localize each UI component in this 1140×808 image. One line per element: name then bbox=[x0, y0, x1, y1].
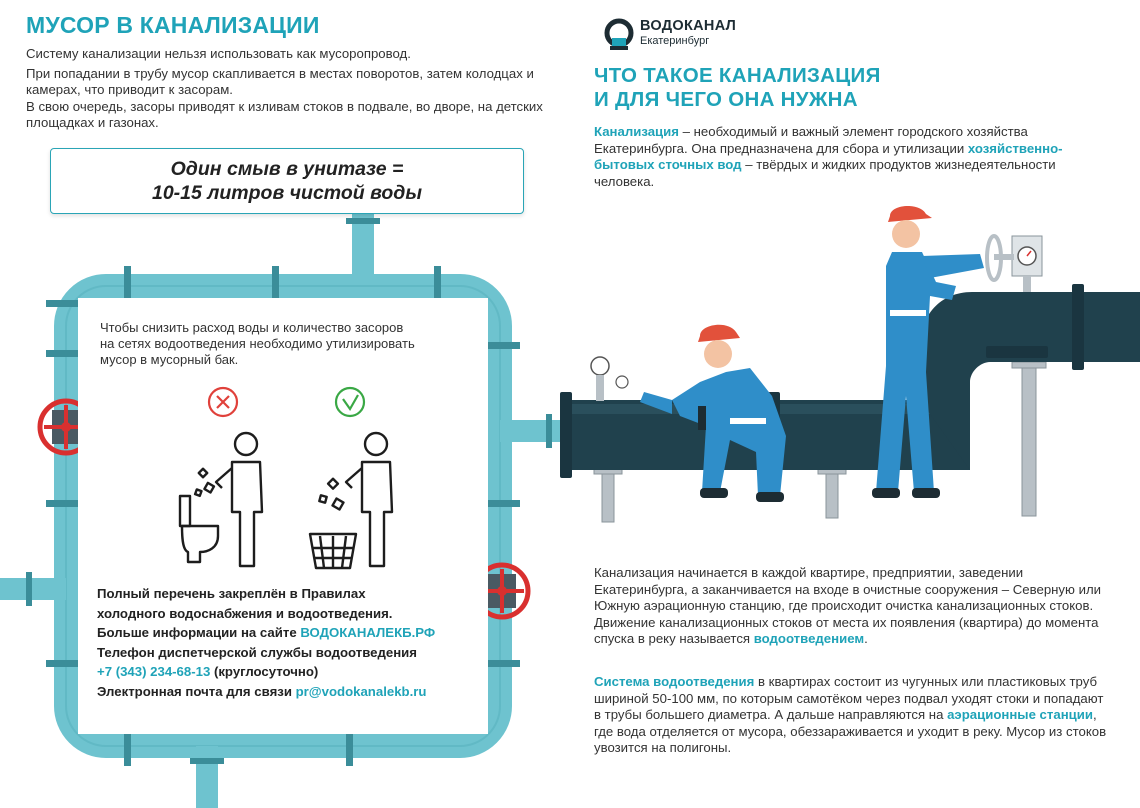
left-title: МУСОР В КАНАЛИЗАЦИИ bbox=[26, 12, 320, 38]
intro-text-a: – необходимый и важный элемент городского хозяйства Екатеринбурга. Она предназначена для сбора и утилизации bbox=[594, 124, 1028, 156]
term-aeration: аэрационные станции bbox=[947, 707, 1093, 722]
phone-line bbox=[97, 662, 497, 682]
wrong-mark-icon bbox=[209, 388, 237, 416]
left-intro bbox=[26, 46, 556, 135]
person-toilet-icon bbox=[180, 433, 262, 566]
intro-text-b: – твёрдых и жидких продуктов жизнедеятельности человека. bbox=[594, 157, 1056, 189]
right-body-2 bbox=[594, 674, 1114, 757]
body2-text-b: , где вода отделяется от мусора, обеззараживается и уходит в реку. Мусор из стоков увозится на полигоны. bbox=[594, 707, 1107, 755]
right-title bbox=[594, 64, 881, 112]
site-prefix: Больше информации на сайте bbox=[97, 625, 301, 640]
tip-line-1: Чтобы снизить расход воды и количество засоров bbox=[100, 320, 404, 335]
right-title-line-1: ЧТО ТАКОЕ КАНАЛИЗАЦИЯ bbox=[594, 64, 881, 87]
site-link[interactable]: ВОДОКАНАЛЕКБ.РФ bbox=[300, 625, 436, 640]
email-prefix: Электронная почта для связи bbox=[97, 683, 296, 699]
phone-label: Телефон диспетчерской службы водоотведения bbox=[97, 644, 417, 660]
intro-paragraph-3: В свою очередь, засоры приводят к изливам стоков в подвале, во дворе, на детских площадках и газонах. bbox=[26, 98, 543, 130]
body1-end: . bbox=[864, 631, 868, 646]
logo-line-1: ВОДОКАНАЛ bbox=[640, 18, 737, 34]
right-title-line-2: И ДЛЯ ЧЕГО ОНА НУЖНА bbox=[594, 88, 858, 111]
intro-paragraph-2: При попадании в трубу мусор скапливается в местах поворотов, затем колодцах и камерах, что приводит к засорам. bbox=[26, 65, 534, 97]
vodokanal-logo[interactable] bbox=[604, 18, 736, 50]
rules-line-1: Полный перечень закреплён в Правилах bbox=[97, 586, 366, 601]
phone-note: (круглосуточно) bbox=[210, 664, 319, 679]
term-vodootvedenie: водоотведением bbox=[753, 631, 865, 646]
small-gauge-icon bbox=[591, 357, 628, 401]
email-line bbox=[97, 682, 497, 702]
right-intro bbox=[594, 124, 1114, 190]
phone-number[interactable]: +7 (343) 234-68-13 bbox=[97, 664, 211, 679]
flush-line-2: 10-15 литров чистой воды bbox=[151, 182, 423, 204]
body1-paragraph-a: Канализация начинается в каждой квартире, предприятии, заведении Екатеринбурга, а заканчивается на входе в очистные сооружения – Северную или Южную аэрационную станцию, где происходит очистка канализационных стоков. bbox=[594, 565, 1102, 613]
logo-icon bbox=[604, 18, 634, 50]
person-trash-bin-icon bbox=[310, 433, 392, 568]
body2-text-a: в квартирах состоит из чугунных или пластиковых труб шириной 50-100 мм, по которым самотёком через подвал уходят стоки и попадают в трубы большего диаметра. А дальше направляются на bbox=[594, 674, 1104, 722]
right-body-1 bbox=[594, 565, 1114, 648]
workers-pipe-illustration bbox=[560, 196, 1140, 536]
term-wastewater: хозяйственно-бытовых сточных вод bbox=[594, 140, 1063, 172]
check-mark-icon bbox=[336, 388, 364, 416]
flush-line-1: Один смыв в унитазе = bbox=[170, 158, 404, 180]
term-system: Система водоотведения bbox=[594, 674, 755, 689]
disposal-pictograms bbox=[170, 384, 410, 574]
tip-line-2: на сетях водоотведения необходимо утилизировать bbox=[100, 336, 415, 351]
body1-text: Движение канализационных стоков от места их появления (квартира) до момента спуска в реку называется bbox=[594, 614, 1099, 646]
tip-text bbox=[100, 320, 480, 368]
term-kanalizaciya: Канализация bbox=[594, 124, 679, 139]
tip-line-3: мусор в мусорный бак. bbox=[100, 352, 239, 367]
site-line bbox=[97, 623, 497, 643]
logo-line-2: Екатеринбург bbox=[640, 35, 710, 47]
flush-fact-box bbox=[50, 148, 524, 214]
rules-line-2: холодного водоснабжения и водоотведения. bbox=[97, 605, 393, 621]
pressure-gauge-icon bbox=[1012, 236, 1042, 292]
info-block bbox=[97, 584, 497, 701]
intro-paragraph-1: Систему канализации нельзя использовать как мусоропровод. bbox=[26, 46, 411, 61]
email-link[interactable]: pr@vodokanalekb.ru bbox=[295, 683, 427, 699]
body1-paragraph-b bbox=[594, 615, 1114, 648]
